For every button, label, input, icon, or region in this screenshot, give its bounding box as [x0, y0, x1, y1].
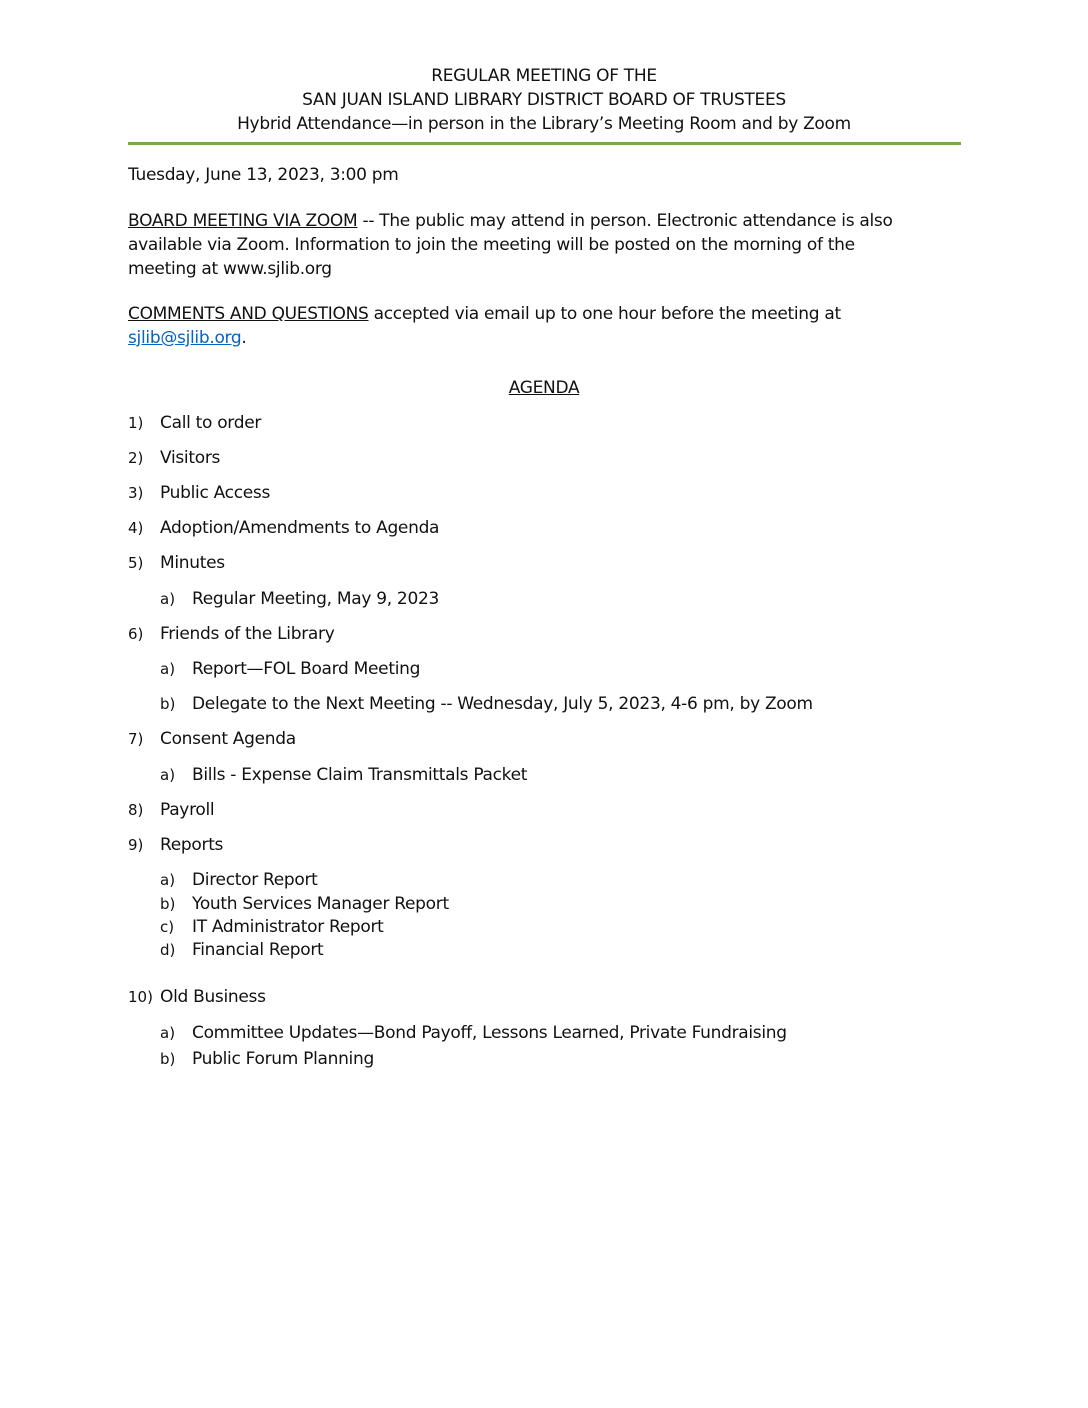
agenda-item-number: 1): [128, 414, 144, 432]
agenda-subitem-letter: a): [160, 766, 176, 784]
header-line-2: SAN JUAN ISLAND LIBRARY DISTRICT BOARD OF TRUSTEES: [302, 90, 786, 110]
comments-notice: [128, 302, 968, 350]
agenda-item-number: 7): [128, 730, 144, 748]
agenda-title: AGENDA: [508, 378, 580, 398]
agenda-subitem-label: Public Forum Planning: [192, 1049, 374, 1069]
agenda-subitem-label: Report—FOL Board Meeting: [192, 659, 421, 679]
document-header: [128, 64, 960, 136]
agenda-subitem-letter: c): [160, 918, 175, 936]
zoom-notice-line-3: meeting at www.sjlib.org: [128, 259, 332, 279]
agenda-item-number: 3): [128, 484, 144, 502]
agenda-item-number: 5): [128, 554, 144, 572]
comments-end: .: [241, 328, 247, 348]
agenda-item-label: Adoption/Amendments to Agenda: [160, 518, 440, 538]
agenda-item-label: Visitors: [160, 448, 221, 468]
agenda-item-number: 6): [128, 625, 144, 643]
agenda-item-label: Reports: [160, 835, 224, 855]
agenda-item-number: 4): [128, 519, 144, 537]
agenda-item-label: Minutes: [160, 553, 225, 573]
agenda-item-label: Friends of the Library: [160, 624, 335, 644]
agenda-subitem-label: Director Report: [192, 870, 318, 890]
header-line-3: Hybrid Attendance—in person in the Library’s Meeting Room and by Zoom: [237, 114, 851, 134]
agenda-subitem-letter: d): [160, 941, 176, 959]
agenda-subitem-label: Youth Services Manager Report: [192, 894, 449, 914]
header-divider: [128, 142, 961, 145]
agenda-item-label: Call to order: [160, 413, 262, 433]
zoom-notice-line-1: -- The public may attend in person. Electronic attendance is also: [357, 211, 893, 231]
agenda-item-label: Old Business: [160, 987, 266, 1007]
header-line-1: REGULAR MEETING OF THE: [431, 66, 657, 86]
comments-text: accepted via email up to one hour before the meeting at: [368, 304, 841, 324]
agenda-subitem-letter: a): [160, 871, 176, 889]
agenda-subitem-label: Bills - Expense Claim Transmittals Packet: [192, 765, 528, 785]
agenda-subitem-letter: a): [160, 1024, 176, 1042]
agenda-subitem-letter: b): [160, 695, 176, 713]
zoom-notice-heading: BOARD MEETING VIA ZOOM: [128, 211, 358, 231]
agenda-subitem-letter: a): [160, 590, 176, 608]
comments-heading: COMMENTS AND QUESTIONS: [128, 304, 369, 324]
agenda-item-number: 9): [128, 836, 144, 854]
agenda-subitem-letter: b): [160, 895, 176, 913]
zoom-notice-line-2: available via Zoom. Information to join the meeting will be posted on the morning of the: [128, 235, 855, 255]
agenda-item-label: Consent Agenda: [160, 729, 296, 749]
agenda-subitem-label: Committee Updates—Bond Payoff, Lessons Learned, Private Fundraising: [192, 1023, 787, 1043]
email-link[interactable]: sjlib@sjlib.org: [128, 328, 242, 348]
agenda-subitem-letter: a): [160, 660, 176, 678]
agenda-item-number: 8): [128, 801, 144, 819]
meeting-date: Tuesday, June 13, 2023, 3:00 pm: [128, 165, 399, 185]
agenda-item-label: Public Access: [160, 483, 271, 503]
agenda-subitem-label: Financial Report: [192, 940, 324, 960]
agenda-subitem-letter: b): [160, 1050, 176, 1068]
agenda-item-number: 10): [128, 988, 153, 1006]
agenda-subitem-label: IT Administrator Report: [192, 917, 384, 937]
agenda-item-label: Payroll: [160, 800, 215, 820]
agenda-subitem-label: Delegate to the Next Meeting -- Wednesday, July 5, 2023, 4-6 pm, by Zoom: [192, 694, 813, 714]
agenda-item-number: 2): [128, 449, 144, 467]
zoom-notice: [128, 209, 968, 281]
agenda-subitem-label: Regular Meeting, May 9, 2023: [192, 589, 439, 609]
